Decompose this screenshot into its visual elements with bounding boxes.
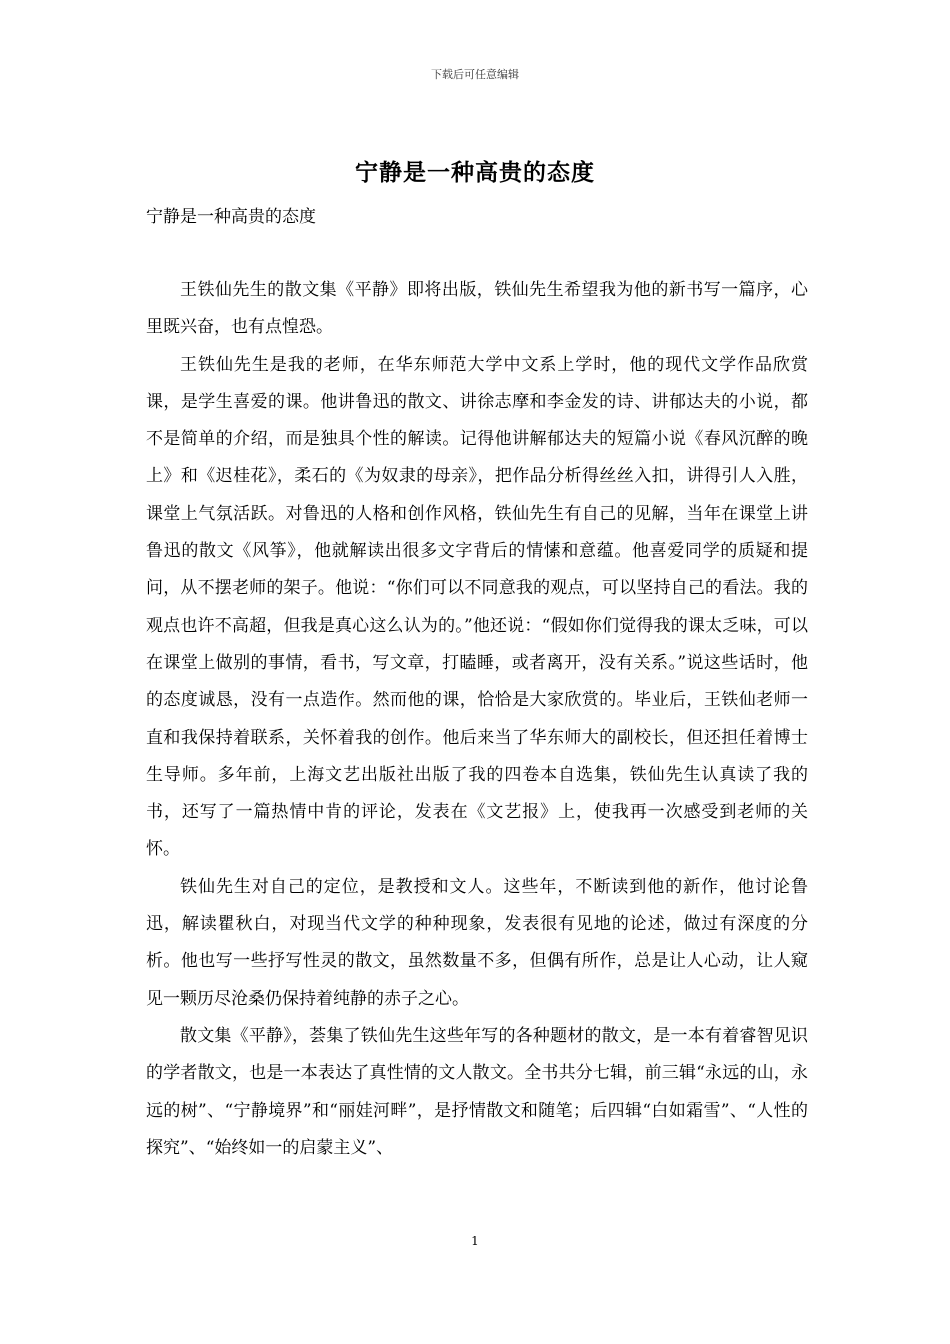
- paragraph-1: 王铁仙先生的散文集《平静》即将出版，铁仙先生希望我为他的新书写一篇序，心里既兴奋，也有点惶恐。: [146, 280, 808, 338]
- document-subtitle: 宁静是一种高贵的态度: [146, 207, 316, 227]
- paragraph-2: 王铁仙先生是我的老师，在华东师范大学中文系上学时，他的现代文学作品欣赏课，是学生喜爱的课。他讲鲁迅的散文、讲徐志摩和李金发的诗、讲郁达夫的小说，都不是简单的介绍，而是独具个性的解读。记得他讲解郁达夫的短篇小说《春风沉醉的晚上》和《迟桂花》，柔石的《为奴隶的母亲》，把作品分析得丝丝入扣，讲得引人入胜，课堂上气氛活跃。对鲁迅的人格和创作风格，铁仙先生有自己的见解，当年在课堂上讲鲁迅的散文《风筝》，他就解读出很多文字背后的情愫和意蕴。他喜爱同学的质疑和提问，从不摆老师的架子。他说：“你们可以不同意我的观点，可以坚持自己的看法。我的观点也许不高超，但我是真心这么认为的。”他还说：“假如你们觉得我的课太乏味，可以在课堂上做别的事情，看书，写文章，打瞌睡，或者离开，没有关系。”说这些话时，他的态度诚恳，没有一点造作。然而他的课，恰恰是大家欣赏的。毕业后，王铁仙老师一直和我保持着联系，关怀着我的创作。他后来当了华东师大的副校长，但还担任着博士生导师。多年前，上海文艺出版社出版了我的四卷本自选集，铁仙先生认真读了我的书，还写了一篇热情中肯的评论，发表在《文艺报》上，使我再一次感受到老师的关怀。: [146, 354, 808, 860]
- page-header: 下载后可任意编辑: [431, 68, 519, 81]
- paragraph-4: 散文集《平静》，荟集了铁仙先生这些年写的各种题材的散文，是一本有着睿智见识的学者散文，也是一本表达了真性情的文人散文。全书共分七辑，前三辑“永远的山，永远的树”、“宁静境界”和“丽娃河畔”，是抒情散文和随笔；后四辑“白如霜雪”、“人性的探究”、“始终如一的启蒙主义”、: [146, 1025, 808, 1158]
- paragraph-3: 铁仙先生对自己的定位，是教授和文人。这些年，不断读到他的新作，他讨论鲁迅，解读瞿秋白，对现当代文学的种种现象，发表很有见地的论述，做过有深度的分析。他也写一些抒写性灵的散文，虽然数量不多，但偶有所作，总是让人心动，让人窥见一颗历尽沧桑仍保持着纯静的赤子之心。: [146, 876, 808, 1009]
- document-body: [146, 272, 808, 1167]
- document-title: 宁静是一种高贵的态度: [355, 159, 595, 186]
- page-number: 1: [471, 1234, 479, 1248]
